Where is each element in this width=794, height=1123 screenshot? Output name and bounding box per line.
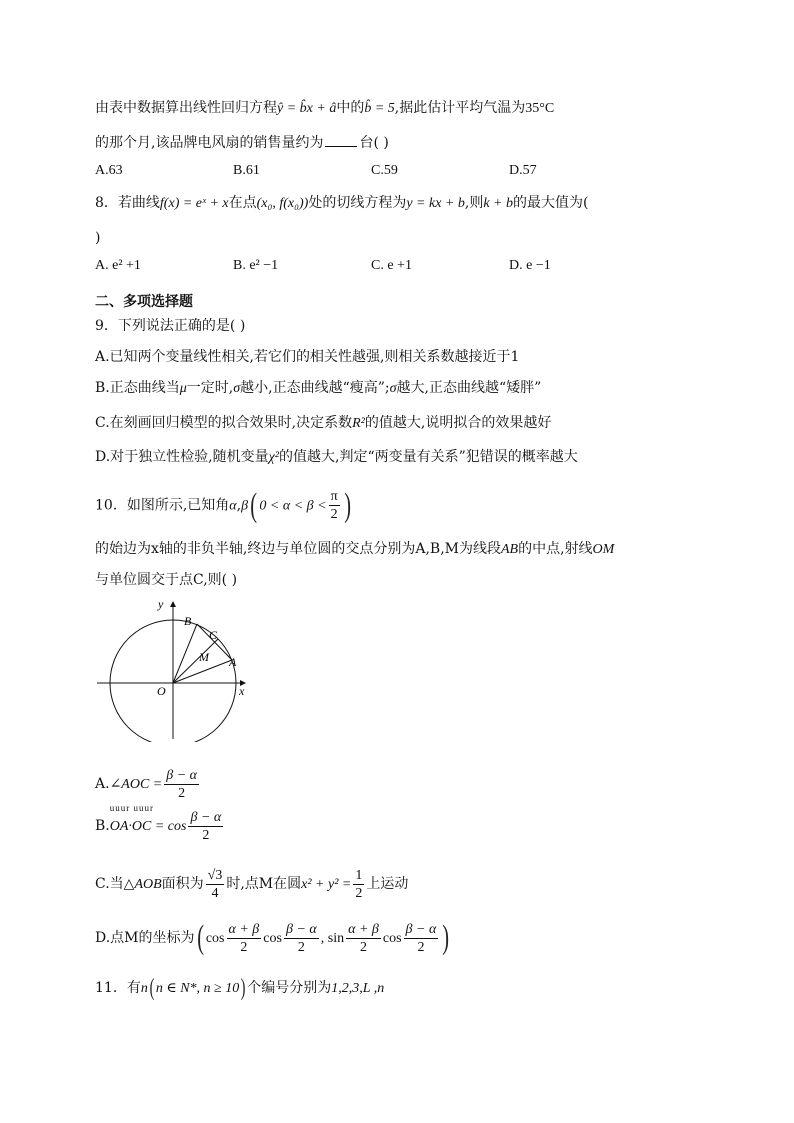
frac-num: β − α bbox=[405, 921, 437, 937]
q9-text: D.对于独立性检验,随机变量 bbox=[95, 449, 269, 465]
left-paren: ( bbox=[250, 486, 258, 524]
question-number: 11． bbox=[95, 980, 127, 996]
ray-oc bbox=[173, 639, 218, 683]
q7-text: 台( ) bbox=[359, 135, 389, 151]
right-paren: ) bbox=[442, 919, 450, 956]
q7-option-d: D.57 bbox=[509, 163, 537, 178]
q8-text: ,则 bbox=[464, 195, 484, 211]
q9-text: 的值越大,说明拟合的效果越好 bbox=[364, 415, 552, 431]
right-paren: ) bbox=[343, 486, 351, 524]
q10-option-c bbox=[95, 866, 408, 903]
triangle-aob: △AOB bbox=[123, 877, 162, 892]
trig-fn: , sin bbox=[320, 931, 345, 946]
frac-den: 4 bbox=[211, 885, 219, 901]
left-paren: ( bbox=[149, 975, 155, 1001]
answer-blank bbox=[325, 134, 357, 147]
q11-text: 有 bbox=[126, 980, 141, 996]
q10-option-d bbox=[95, 918, 452, 959]
fraction bbox=[227, 921, 262, 956]
tangent-expression: y = kx + b bbox=[406, 196, 465, 211]
beta-symbol: β bbox=[241, 498, 249, 514]
fraction bbox=[404, 921, 439, 956]
q7-text: 中的 bbox=[336, 100, 365, 116]
frac-den: 2 bbox=[355, 885, 363, 901]
q10-text: 面积为 bbox=[161, 876, 204, 892]
segment-ab: AB bbox=[500, 542, 519, 557]
q8-close: ) bbox=[95, 230, 101, 246]
frac-num: β − α bbox=[166, 767, 198, 783]
q8-text: 处的切线方程为 bbox=[308, 195, 407, 211]
q8-option-a: A. e² +1 bbox=[95, 258, 141, 273]
q7-text: 的那个月,该品牌电风扇的销售量约为 bbox=[95, 135, 324, 151]
regression-equation: ŷ = b̂x + â bbox=[277, 101, 337, 116]
n-symbol: n bbox=[140, 981, 148, 996]
q7-option-b: B.61 bbox=[233, 163, 260, 178]
q9-option-a: A.已知两个变量线性相关,若它们的相关性越强,则相关系数越接近于1 bbox=[95, 349, 520, 365]
fraction bbox=[284, 921, 319, 956]
pi-over-two bbox=[329, 488, 340, 523]
q8-stem bbox=[95, 193, 588, 214]
fraction bbox=[353, 867, 364, 902]
angle-aoc: ∠AOC = bbox=[109, 777, 163, 792]
q10-text: D.点M的坐标为 bbox=[95, 930, 195, 946]
question-number: 8． bbox=[95, 195, 118, 211]
frac-num: α + β bbox=[228, 921, 260, 937]
frac-den: 2 bbox=[297, 939, 305, 955]
m-label: M bbox=[199, 650, 209, 664]
fraction bbox=[206, 867, 225, 902]
q8-text: 的最大值为( bbox=[513, 195, 589, 211]
q9-option-b bbox=[95, 378, 541, 399]
frac-den: 2 bbox=[330, 507, 338, 522]
kb-expression: k + b bbox=[483, 196, 513, 211]
frac-num: 1 bbox=[355, 867, 363, 883]
unit-circle-svg bbox=[95, 597, 255, 742]
q9-stem: 9．下列说法正确的是( ) bbox=[95, 318, 246, 334]
frac-num: α + β bbox=[348, 921, 379, 937]
vector-arrows: uuur uuur bbox=[109, 803, 154, 813]
q10-text: 的中点,射线 bbox=[518, 541, 593, 557]
q10-text: C.当 bbox=[95, 876, 124, 892]
q10-stem bbox=[95, 488, 353, 523]
b-label: B bbox=[184, 614, 192, 628]
q8-text: 在点 bbox=[228, 195, 257, 211]
sigma-symbol: σ bbox=[389, 381, 397, 396]
ray-om: OM bbox=[592, 542, 615, 557]
o-label: O bbox=[157, 684, 166, 698]
unit-circle-figure bbox=[95, 597, 255, 746]
q8-option-d: D. e −1 bbox=[509, 258, 551, 273]
q10-text: , bbox=[236, 497, 242, 514]
q11-stem bbox=[95, 975, 384, 1002]
trig-fn: cos bbox=[382, 931, 402, 946]
frac-den: 2 bbox=[359, 939, 367, 955]
circle-equation: x² + y² = bbox=[301, 877, 352, 892]
q7-line1 bbox=[95, 98, 554, 119]
q10-text: 时,点M在圆 bbox=[226, 876, 302, 892]
mu-symbol: μ bbox=[179, 381, 187, 396]
q9-text: 一定时, bbox=[186, 380, 234, 396]
right-paren: ) bbox=[240, 975, 246, 1001]
frac-den: 2 bbox=[417, 939, 425, 955]
ray-ob bbox=[173, 624, 197, 683]
frac-num: β − α bbox=[190, 809, 222, 825]
q8-text: 若曲线 bbox=[117, 195, 160, 211]
q10-text: 上运动 bbox=[366, 876, 409, 892]
q8-option-c: C. e +1 bbox=[371, 258, 412, 273]
question-number: 10． bbox=[95, 497, 127, 514]
q9-text: B.正态曲线当 bbox=[95, 380, 180, 396]
q9-text: C.在刻画回归模型的拟合效果时,决定系数 bbox=[95, 415, 353, 431]
frac-den: 2 bbox=[178, 785, 186, 801]
q7-option-c: C.59 bbox=[371, 163, 398, 178]
frac-den: 2 bbox=[202, 827, 210, 843]
dot-product: OA·OC = cos bbox=[109, 819, 187, 834]
fraction bbox=[188, 809, 223, 844]
q9-text: 越大,正态曲线越“矮胖” bbox=[396, 380, 542, 396]
q9-text: 越小,正态曲线越“瘦高”; bbox=[240, 380, 390, 396]
vector-expression bbox=[109, 803, 187, 845]
sigma-symbol: σ bbox=[233, 381, 241, 396]
function-expression: f(x) = eˣ + x bbox=[159, 196, 229, 211]
q7-text: 由表中数据算出线性回归方程 bbox=[95, 100, 277, 116]
b-hat-value: b̂ = 5 bbox=[364, 101, 395, 116]
angle-condition: 0 < α < β < bbox=[259, 498, 327, 514]
q7-option-a: A.63 bbox=[95, 163, 123, 178]
q8-option-b: B. e² −1 bbox=[233, 258, 279, 273]
q10-text: 如图所示,已知角 bbox=[126, 497, 230, 514]
trig-fn: cos bbox=[263, 931, 282, 946]
fraction bbox=[164, 767, 199, 802]
q9-text: 的值越大,判定“两变量有关系”犯错误的概率越大 bbox=[279, 449, 578, 465]
option-label: A. bbox=[95, 776, 110, 792]
number-sequence: 1,2,3,L ,n bbox=[331, 981, 385, 996]
temperature-value: 35°C bbox=[525, 101, 555, 116]
n-condition: n ∈ N*, n ≥ 10 bbox=[155, 981, 240, 996]
q10-line2 bbox=[95, 539, 614, 560]
q9-option-d bbox=[95, 447, 578, 468]
section-title: 二、多项选择题 bbox=[95, 294, 193, 310]
y-label: y bbox=[158, 597, 164, 611]
a-label: A bbox=[229, 655, 237, 669]
chi-squared-symbol: χ² bbox=[268, 450, 279, 465]
option-label: B. bbox=[95, 818, 110, 834]
q11-text: 个编号分别为 bbox=[247, 980, 332, 996]
q9-option-c bbox=[95, 413, 551, 434]
left-paren: ( bbox=[196, 919, 204, 956]
fraction bbox=[346, 921, 381, 956]
trig-fn: cos bbox=[205, 931, 225, 946]
c-label: C bbox=[209, 628, 218, 642]
frac-den: 2 bbox=[240, 939, 248, 955]
q10-option-b bbox=[95, 803, 225, 845]
frac-num: β − α bbox=[285, 921, 317, 937]
frac-num: √3 bbox=[207, 867, 223, 883]
r-squared-symbol: R² bbox=[352, 416, 365, 431]
point-expression: (x₀, f(x₀)) bbox=[256, 196, 309, 211]
frac-num: π bbox=[330, 489, 338, 504]
q10-text: 的始边为x轴的非负半轴,终边与单位圆的交点分别为A,B,M为线段 bbox=[95, 541, 501, 557]
x-label: x bbox=[239, 684, 245, 698]
q10-line3: 与单位圆交于点C,则( ) bbox=[95, 572, 238, 588]
alpha-symbol: α bbox=[229, 498, 237, 514]
q7-text: ,据此估计平均气温为 bbox=[394, 100, 526, 116]
q7-line2 bbox=[95, 133, 389, 153]
